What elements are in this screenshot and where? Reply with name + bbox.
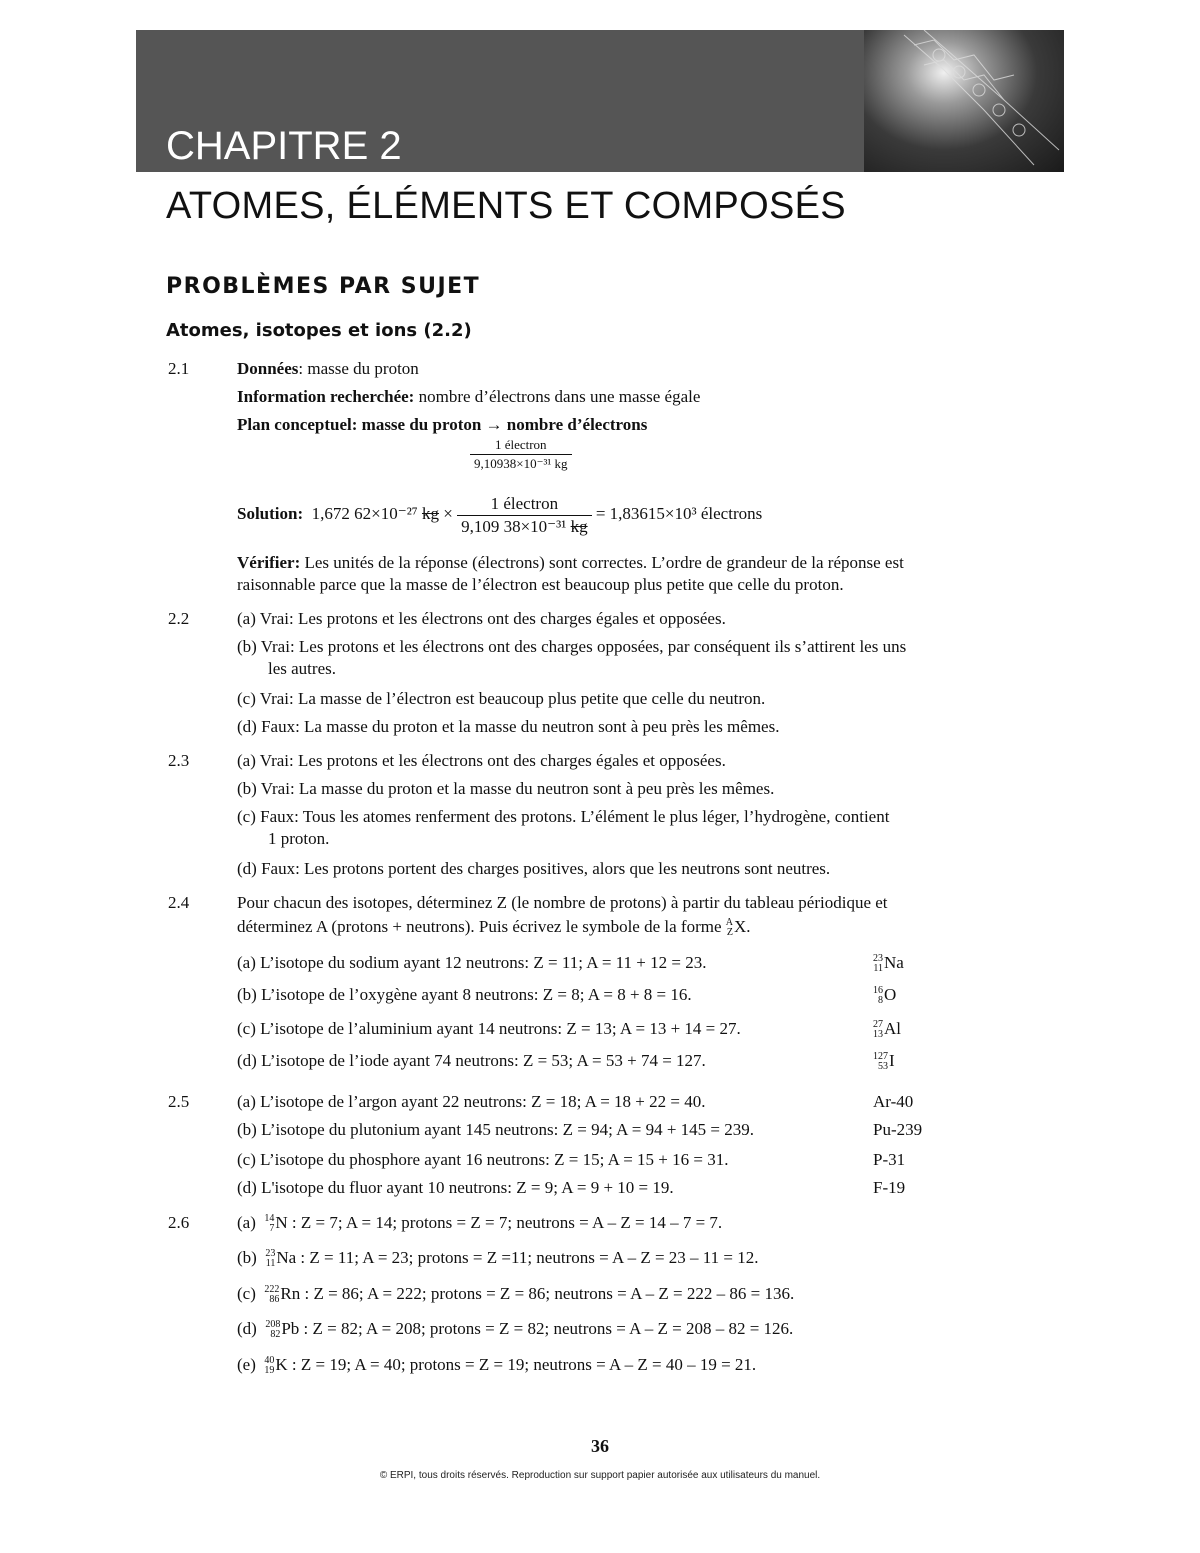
verifier-line-1: Vérifier: Les unités de la réponse (électrons) sont correctes. L’ordre de grandeur de la réponse est: [237, 553, 904, 572]
isotope-symbol: 27 13 Al: [873, 1019, 901, 1041]
isotope-symbol: Pu-239: [873, 1120, 923, 1139]
isotope-item: (a) L’isotope de l’argon ayant 22 neutrons: Z = 18; A = 18 + 22 = 40.: [237, 1092, 706, 1111]
chapter-number: CHAPITRE 2: [166, 124, 402, 168]
problem-number: 2.4: [168, 893, 190, 912]
answer-b-cont: les autres.: [268, 659, 336, 678]
verifier-line-2: raisonnable parce que la masse de l’électron est beaucoup plus petite que celle du proton.: [237, 575, 844, 594]
intro-line-2: déterminez A (protons + neutrons). Puis écrivez le symbole de la forme A Z X.: [237, 917, 751, 939]
problem-number: 2.1: [168, 359, 190, 378]
chapter-banner: [136, 30, 1064, 172]
nuclide-item: (d) 208 82 Pb : Z = 82; A = 208; protons = Z = 82; neutrons = A – Z = 208 – 82 = 126.: [237, 1319, 794, 1341]
nuclide-item: (b) 23 11 Na : Z = 11; A = 23; protons = Z =11; neutrons = A – Z = 23 – 11 = 12.: [237, 1248, 759, 1270]
isotope-item: (d) L'isotope du fluor ayant 10 neutrons: Z = 9; A = 9 + 10 = 19.: [237, 1178, 674, 1197]
solution-line: Solution: 1,672 62×10⁻²⁷ kg × $\frac{\text{1 électron}}{\text{9,109 38×10⁻³¹ kg}}$ = 1,83615×10³ électrons: [237, 493, 763, 536]
plan-line: Plan conceptuel: masse du proton → nombre d’électrons: [237, 415, 648, 434]
answer-c: (c) Faux: Tous les atomes renferment des protons. L’élément le plus léger, l’hydrogène, contient: [237, 807, 890, 826]
isotope-symbol: 127 53 I: [873, 1051, 895, 1073]
isotope-symbol: F-19: [873, 1178, 906, 1197]
isotope-symbol: 23 11 Na: [873, 953, 904, 975]
isotope-item: (d) L’isotope de l’iode ayant 74 neutrons: Z = 53; A = 53 + 74 = 127.: [237, 1051, 706, 1070]
isotope-symbol: P-31: [873, 1150, 906, 1169]
section-heading: PROBLÈMES PAR SUJET: [166, 274, 481, 299]
nuclide-item: (e) 40 19 K : Z = 19; A = 40; protons = Z = 19; neutrons = A – Z = 40 – 19 = 21.: [237, 1355, 757, 1377]
donnees-line: Données: masse du proton: [237, 359, 419, 378]
intro-line-1: Pour chacun des isotopes, déterminez Z (le nombre de protons) à partir du tableau périodique et: [237, 893, 888, 912]
problem-number: 2.6: [168, 1213, 190, 1232]
nuclide-item: (a) 14 7 N : Z = 7; A = 14; protons = Z = 7; neutrons = A – Z = 14 – 7 = 7.: [237, 1213, 723, 1235]
answer-d: (d) Faux: Les protons portent des charges positives, alors que les neutrons sont neutres.: [237, 859, 831, 878]
page-number: 36: [591, 1436, 609, 1456]
answer-b: (b) Vrai: Les protons et les électrons ont des charges opposées, par conséquent ils s’attirent les uns: [237, 637, 907, 656]
isotope-item: (b) L’isotope du plutonium ayant 145 neutrons: Z = 94; A = 94 + 145 = 239.: [237, 1120, 754, 1139]
copyright-notice: © ERPI, tous droits réservés. Reproduction sur support papier autorisée aux utilisateurs du manuel.: [379, 1470, 821, 1481]
answer-b: (b) Vrai: La masse du proton et la masse du neutron sont à peu près les mêmes.: [237, 779, 775, 798]
answer-a: (a) Vrai: Les protons et les électrons ont des charges égales et opposées.: [237, 751, 726, 770]
info-line: Information recherchée: nombre d’électrons dans une masse égale: [237, 387, 701, 406]
conversion-factor: $\frac{\text{1 électron}}{\text{9,10938×10⁻³¹ kg}}$: [470, 436, 572, 473]
subsection-heading: Atomes, isotopes et ions (2.2): [166, 320, 472, 341]
nanotube-image: [864, 30, 1064, 172]
isotope-symbol: 16 8 O: [873, 985, 897, 1007]
isotope-item: (c) L’isotope de l’aluminium ayant 14 neutrons: Z = 13; A = 13 + 14 = 27.: [237, 1019, 741, 1038]
nuclide-item: (c) 222 86 Rn : Z = 86; A = 222; protons = Z = 86; neutrons = A – Z = 222 – 86 = 136.: [237, 1284, 795, 1306]
isotope-symbol: Ar-40: [873, 1092, 914, 1111]
answer-c: (c) Vrai: La masse de l’électron est beaucoup plus petite que celle du neutron.: [237, 689, 766, 708]
answer-d: (d) Faux: La masse du proton et la masse du neutron sont à peu près les mêmes.: [237, 717, 780, 736]
isotope-item: (c) L’isotope du phosphore ayant 16 neutrons: Z = 15; A = 15 + 16 = 31.: [237, 1150, 729, 1169]
isotope-item: (a) L’isotope du sodium ayant 12 neutrons: Z = 11; A = 11 + 12 = 23.: [237, 953, 707, 972]
isotope-item: (b) L’isotope de l’oxygène ayant 8 neutrons: Z = 8; A = 8 + 8 = 16.: [237, 985, 692, 1004]
problem-number: 2.3: [168, 751, 190, 770]
answer-a: (a) Vrai: Les protons et les électrons ont des charges égales et opposées.: [237, 609, 726, 628]
problem-number: 2.5: [168, 1092, 190, 1111]
chapter-title: ATOMES, ÉLÉMENTS ET COMPOSÉS: [166, 185, 846, 227]
problem-number: 2.2: [168, 609, 190, 628]
answer-c-cont: 1 proton.: [268, 829, 330, 848]
